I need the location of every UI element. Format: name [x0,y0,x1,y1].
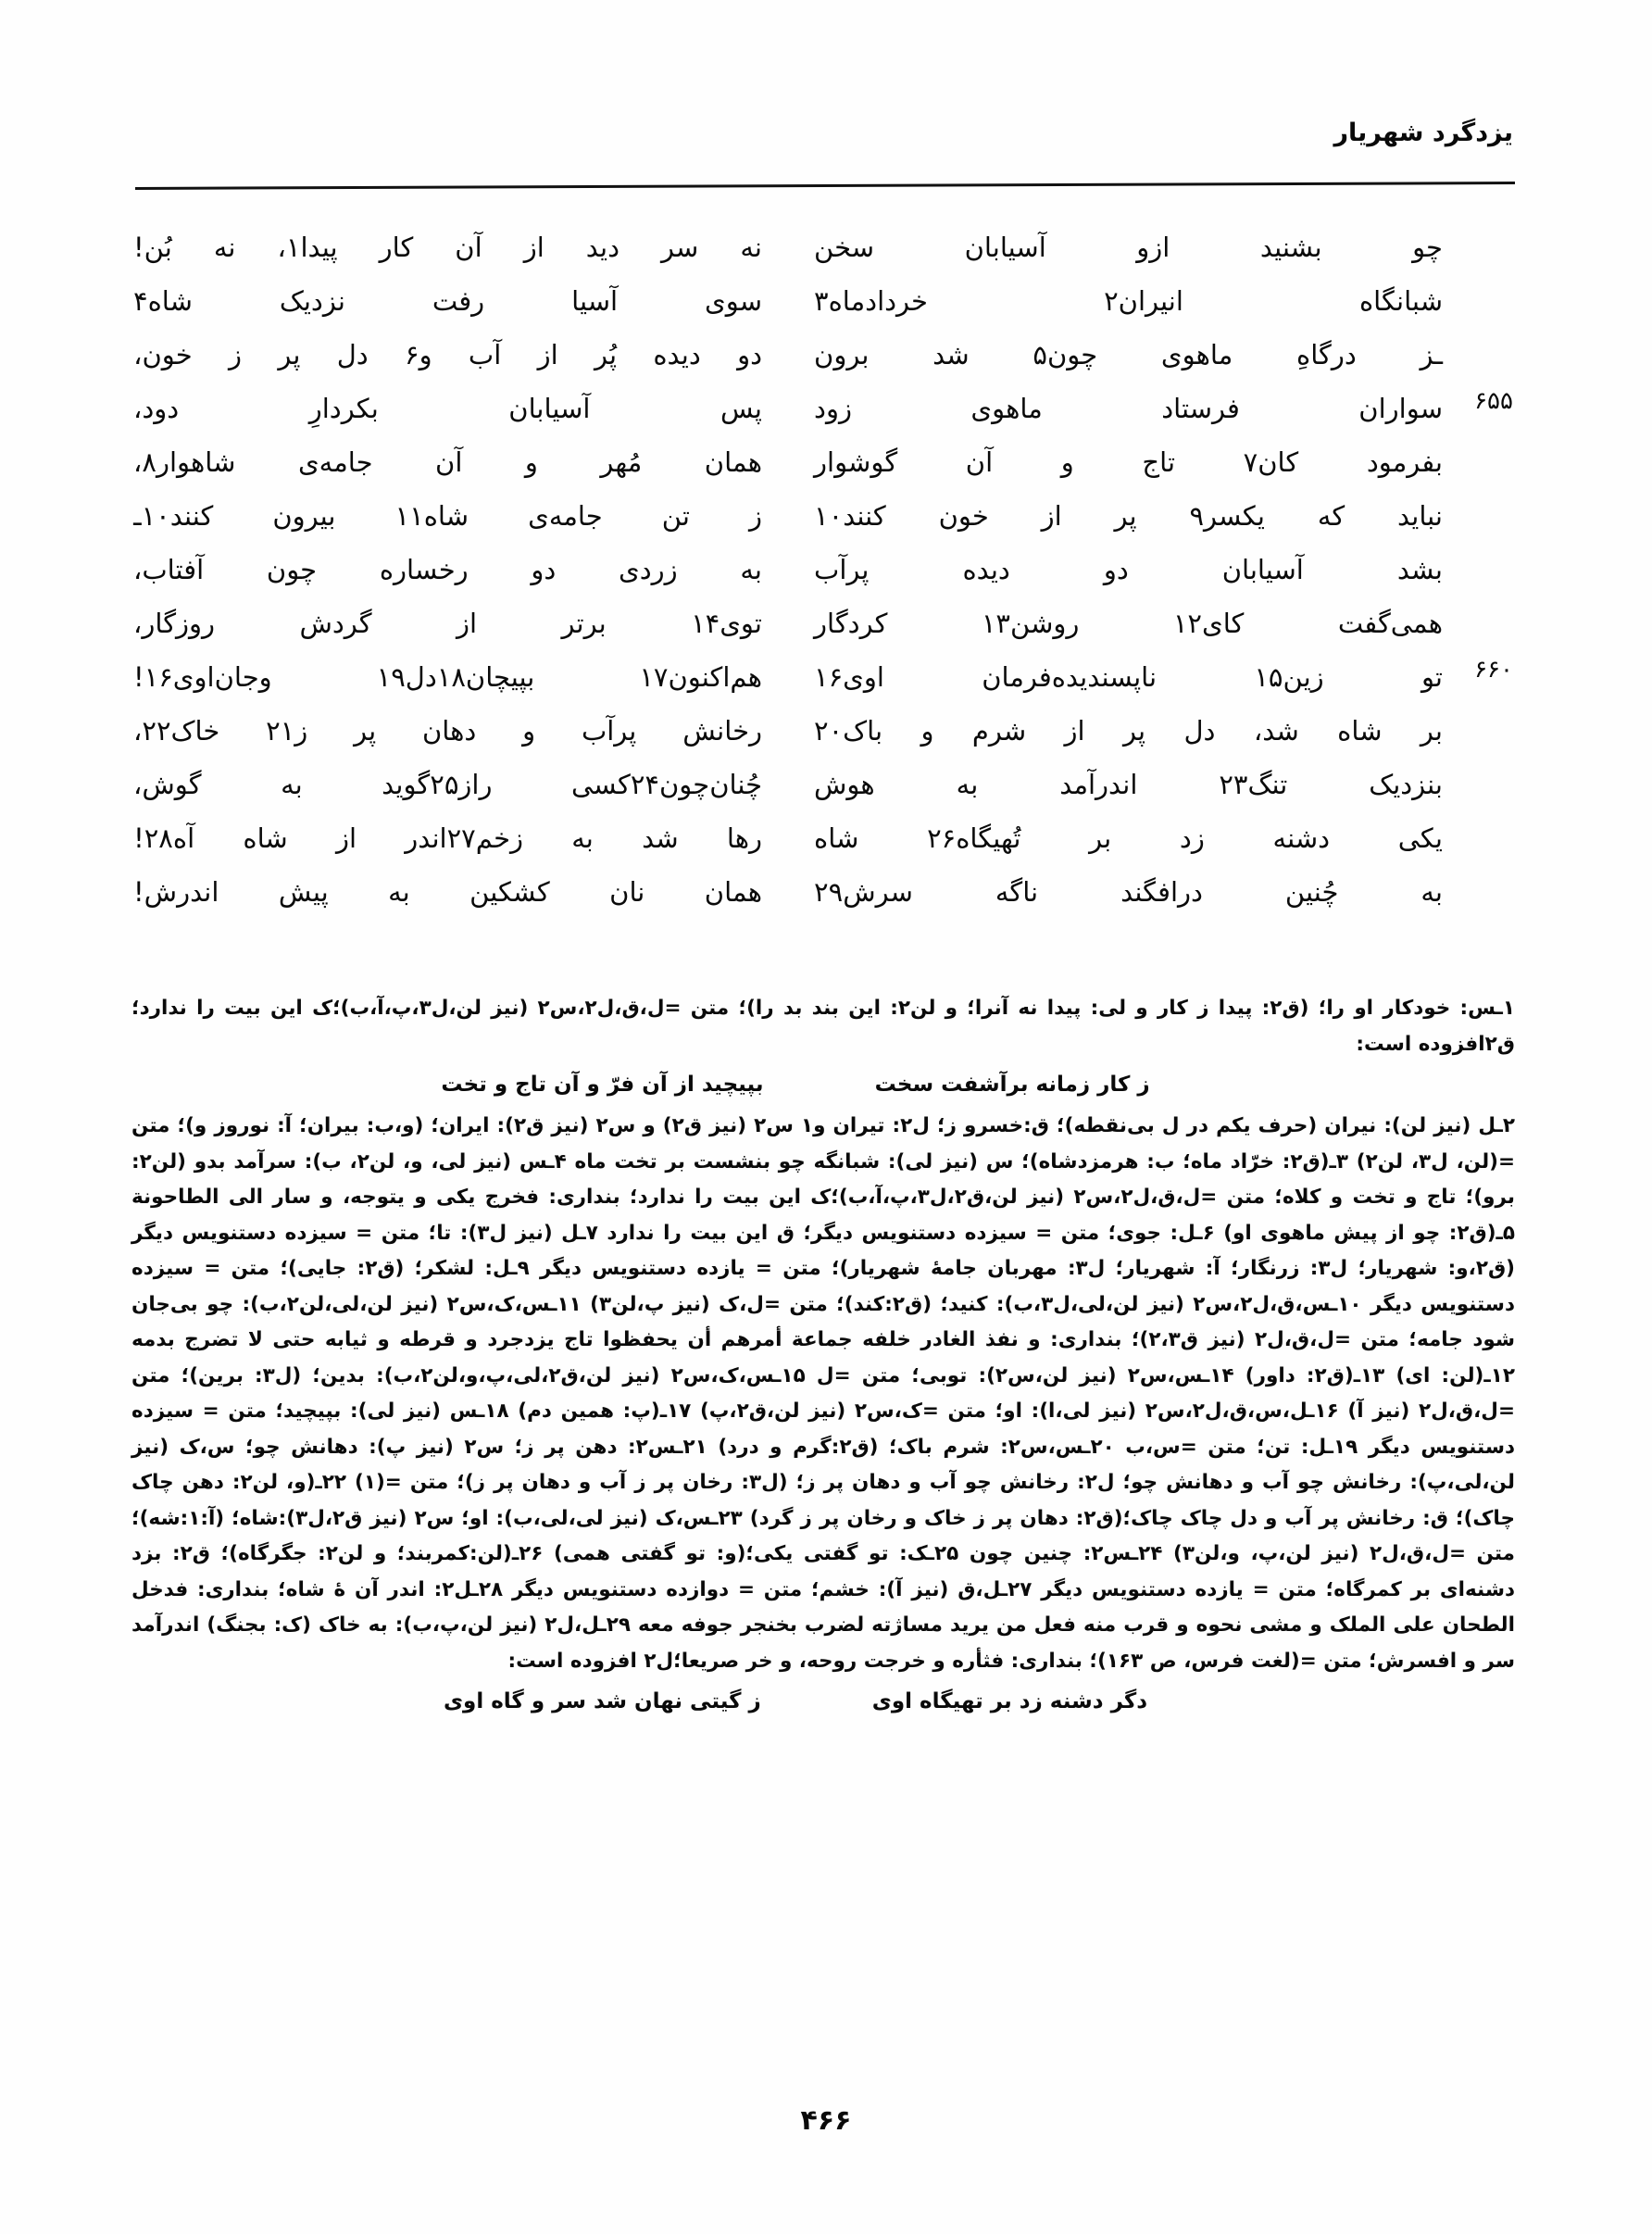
hemistich-second: ز تن جامه‌ی شاه۱۱ بیرون کنند۱۰ـ [133,500,762,532]
hemistich-first: بر شاه شد، دل پر از شرم و باک۲۰ [814,715,1443,747]
footnote-couplet [131,1681,1515,1722]
hemistich-second: رخانش پرآب و دهان پر ز۲۱ خاک۲۲، [133,715,762,747]
verse-line [133,706,1513,759]
verse-line [133,222,1513,276]
hemistich-first: نباید که یکسر۹ پر از خون کنند۱۰ [814,500,1443,532]
hemistich-second: رها شد به زخم۲۷اندر از شاه آه۲۸! [133,822,762,854]
footnote-paragraph: ۲ـل (نیز لن): نیران (حرف یکم در ل بی‌نقطه)؛ ق:خسرو ز؛ ل۲: تیران و۱ س۲ (نیز ق۲) و س۲ (نیز ق۲): ایران؛ (و،ب: بیران؛ آ: نوروز و)؛ متن =(لن، ل۳، لن۲) ۳ـ(ق۲: خرّاد ماه؛ ب: هرمزدشاه)؛ س (نیز لی): شبانگه چو بنشست بر تخت ماه ۴ـس (نیز لی، و، لن۲، ب): سرآمد بدو (لن۲: برو)؛ تاج و تخت و کلاه؛ متن =ل،ق،ل۲،س۲ (نیز لن،ق۲،ل۳،پ،آ،ب)؛ک این بیت را ندارد؛ بنداری: فخرج یکی و یتوجه، و سار الی الطاحونة ۵ـ(ق۲: چو از پیش ماهوی او) ۶ـل: جوی؛ متن = سیزده دستنویس دیگر؛ ق این بیت را ندارد ۷ـل (نیز ل۳): تا؛ متن = سیزده دستنویس دیگر (ق۲،و: شهریار؛ ل۳: زرنگار؛ آ: شهریار؛ ل۳: مهربان جامهٔ شهریار)؛ متن = یازده دستنویس دیگر ۹ـل: لشکر؛ (ق۲: جایی)؛ متن = سیزده دستنویس دیگر ۱۰ـس،ق،ل۲،س۲ (نیز لن،لی،ل۳،ب): کنید؛ (ق۲:کند)؛ متن =ل،ک (نیز پ،لن۳) ۱۱ـس،ک،س۲ (نیز لن،لی،لن۲،ب): چو بی‌جان شود جامه؛ متن =ل،ق،ل۲ (نیز ق۲،۳)؛ بنداری: و نفذ الغادر خلفه جماعة أمرهم أن یحفظوا تاج یزدجرد و قرطه و ثیابه حتی لا تضرج بدمه ۱۲ـ(لن: ای) ۱۳ـ(ق۲: داور) ۱۴ـس،س۲ (نیز لن،س۲): توبی؛ متن =ل ۱۵ـس،ک،س۲ (نیز لن،ق۲،لی،پ،و،لن۲،ب): بدین؛ (ل۳: برین)؛ متن =ل،ق،ل۲ (نیز آ) ۱۶ـل،س،ق،ل۲،س۲ (نیز لی،ا): او؛ متن =ک،س۲ (نیز لن،ق۲،پ) ۱۷ـ(پ: همین دم) ۱۸ـس (نیز لی): بپیچید؛ متن = سیزده دستنویس دیگر ۱۹ـل: تن؛ متن =س،ب ۲۰ـس،س۲: شرم باک؛ (ق۲:گرم و درد) ۲۱ـس۲: دهن پر ز؛ س۲ (نیز پ): دهانش چو؛ س،ک (نیز لن،لی،پ): رخانش چو آب و دهانش چو؛ ل۲: رخانش چو آب و دهان پر ز؛ (ل۳: رخان پر ز آب و دهان پر ز)؛ متن =(۱) ۲۲ـ(و، لن۲: دهن چاک چاک)؛ ق: رخانش پر آب و دل چاک چاک؛(ق۲: دهان پر ز خاک و رخان پر ز گرد) ۲۳ـس،ک (نیز لی،لی،ب): او؛ س۲ (نیز ق۲،ل۳):شاه؛ (آ:۱:شه)؛ متن =ل،ق،ل۲ (نیز لن،پ، و،لن۳) ۲۴ـس۲: چنین چون ۲۵ـک: تو گفتی یکی؛(و: تو گفتی همی) ۲۶ـ(لن:کمربند؛ و لن۲: جگرگاه)؛ ق۲: بزد دشنه‌ای بر کمرگاه؛ متن = یازده دستنویس دیگر ۲۷ـل،ق (نیز آ): خشم؛ متن = دوازده دستنویس دیگر ۲۸ـل۲: اندر آن ۀ شاه؛ بنداری: فدخل الطحان علی الملک و مشی نحوه و قرب منه فعل من یرید مساژته لضرب بخنجر جوفه معه ۲۹ـل،ل۲ (نیز لن،پ،ب): به خاک (ک: بجنگ) اندرآمد سر و افسرش؛ متن =(لغت فرس، ص ۱۶۳)؛ بنداری: فثأره و خرجت روحه، و خر صریعا؛ل۲ افزوده است: [131,1114,1516,1673]
hemistich-second: توی۱۴ برتر از گردش روزگار، [133,608,762,639]
footnote-couplet-second: ز گیتی نهان شد سر و گاه اوی [443,1689,761,1713]
hemistich-first: بنزدیک تنگ۲۳ اندرآمد به هوش [814,769,1443,800]
hemistich-first: همی‌گفت کای۱۲ روشن۱۳ کردگار [814,608,1443,639]
verse-line [133,598,1513,652]
verse-block [133,222,1513,921]
hemistich-second: دو دیده پُر از آب و۶ دل پر ز خون، [133,339,762,370]
running-head: یزدگرد شهریار [1333,119,1513,147]
verse-line [133,383,1513,437]
footnote-couplet [131,1064,1515,1105]
folio-number: ۴۶۶ [800,2104,852,2137]
hemistich-first: تو زین۱۵ ناپسندیده‌فرمان اوی۱۶ [814,661,1443,693]
verse-line-number [1443,545,1513,548]
verse-line [133,759,1513,813]
hemistich-first: به چُنین درافگند ناگه سرش۲۹ [814,876,1443,908]
hemistich-second: هم‌اکنون۱۷ بپیچان۱۸دل۱۹ وجان‌اوی۱۶! [133,661,762,693]
verse-line [133,813,1513,867]
footnote-couplet-first: ز کار زمانه برآشفت سخت [874,1073,1150,1097]
verse-line-number [1443,437,1513,441]
hemistich-first: شبانگاه انیران۲ خردادماه۳ [814,285,1443,317]
verse-line-number [1443,867,1513,871]
hemistich-second: به زردی دو رخساره چون آفتاب، [133,554,762,585]
hemistich-second: همان نان کشکین به پیش اندرش! [133,876,762,908]
verse-line-number [1443,759,1513,763]
verse-line-number [1443,598,1513,602]
footnote-apparatus [131,991,1515,1726]
verse-line-number [1443,491,1513,495]
verse-line [133,330,1513,383]
hemistich-first: بفرمود کان۷ تاج و آن گوشوار [814,446,1443,478]
verse-line-number [1443,276,1513,280]
verse-line-number [1443,813,1513,817]
verse-line [133,276,1513,330]
running-head-zone [139,119,1513,183]
hemistich-first: ـز درگاهِ ماهوی چون۵ شد برون [814,339,1443,370]
verse-line [133,867,1513,921]
hemistich-first: یکی دشنه زد بر تُهیگاه۲۶ شاه [814,822,1443,854]
hemistich-second: همان مُهر و آن جامه‌ی شاهوار۸، [133,446,762,478]
footnote-couplet-first: دگر دشنه زد بر تهیگاه اوی [871,1689,1148,1713]
hemistich-second: پس آسیابان بکردارِ دود، [133,393,762,424]
hemistich-second: چُنان‌چون۲۴کسی راز۲۵گوید به گوش، [133,769,762,800]
hemistich-first: بشد آسیابان دو دیده پرآب [814,554,1443,585]
verse-line [133,437,1513,491]
verse-line [133,491,1513,545]
verse-line-number: ۶۵۵ [1474,387,1513,415]
verse-line [133,545,1513,598]
verse-line-number: ۶۶۰ [1474,656,1513,684]
footnote-couplet-second: بپیچید از آن فرّ و آن تاج و تخت [441,1073,764,1097]
hemistich-first: سواران فرستاد ماهوی زود [814,393,1443,424]
hemistich-second: سوی آسیا رفت نزدیک شاه۴ [133,285,762,317]
hemistich-first: چو بشنید ازو آسیابان سخن [814,232,1443,263]
verse-line-number [1443,330,1513,333]
verse-line-number [1443,706,1513,709]
verse-line-number [1443,222,1513,226]
verse-line [133,652,1513,706]
footnote-paragraph: ۱ـس: خودکار او را؛ (ق۲: پیدا ز کار و لی: پیدا نه آنرا؛ و لن۲: این بند بد را)؛ متن =ل،ق،ل۲،س۲ (نیز لن،ل۳،پ،آ،ب)؛ک این بیت را ندارد؛ ق۲افزوده است: [131,997,1516,1056]
hemistich-second: نه سر دید از آن کار پیدا۱، نه بُن! [133,232,762,263]
